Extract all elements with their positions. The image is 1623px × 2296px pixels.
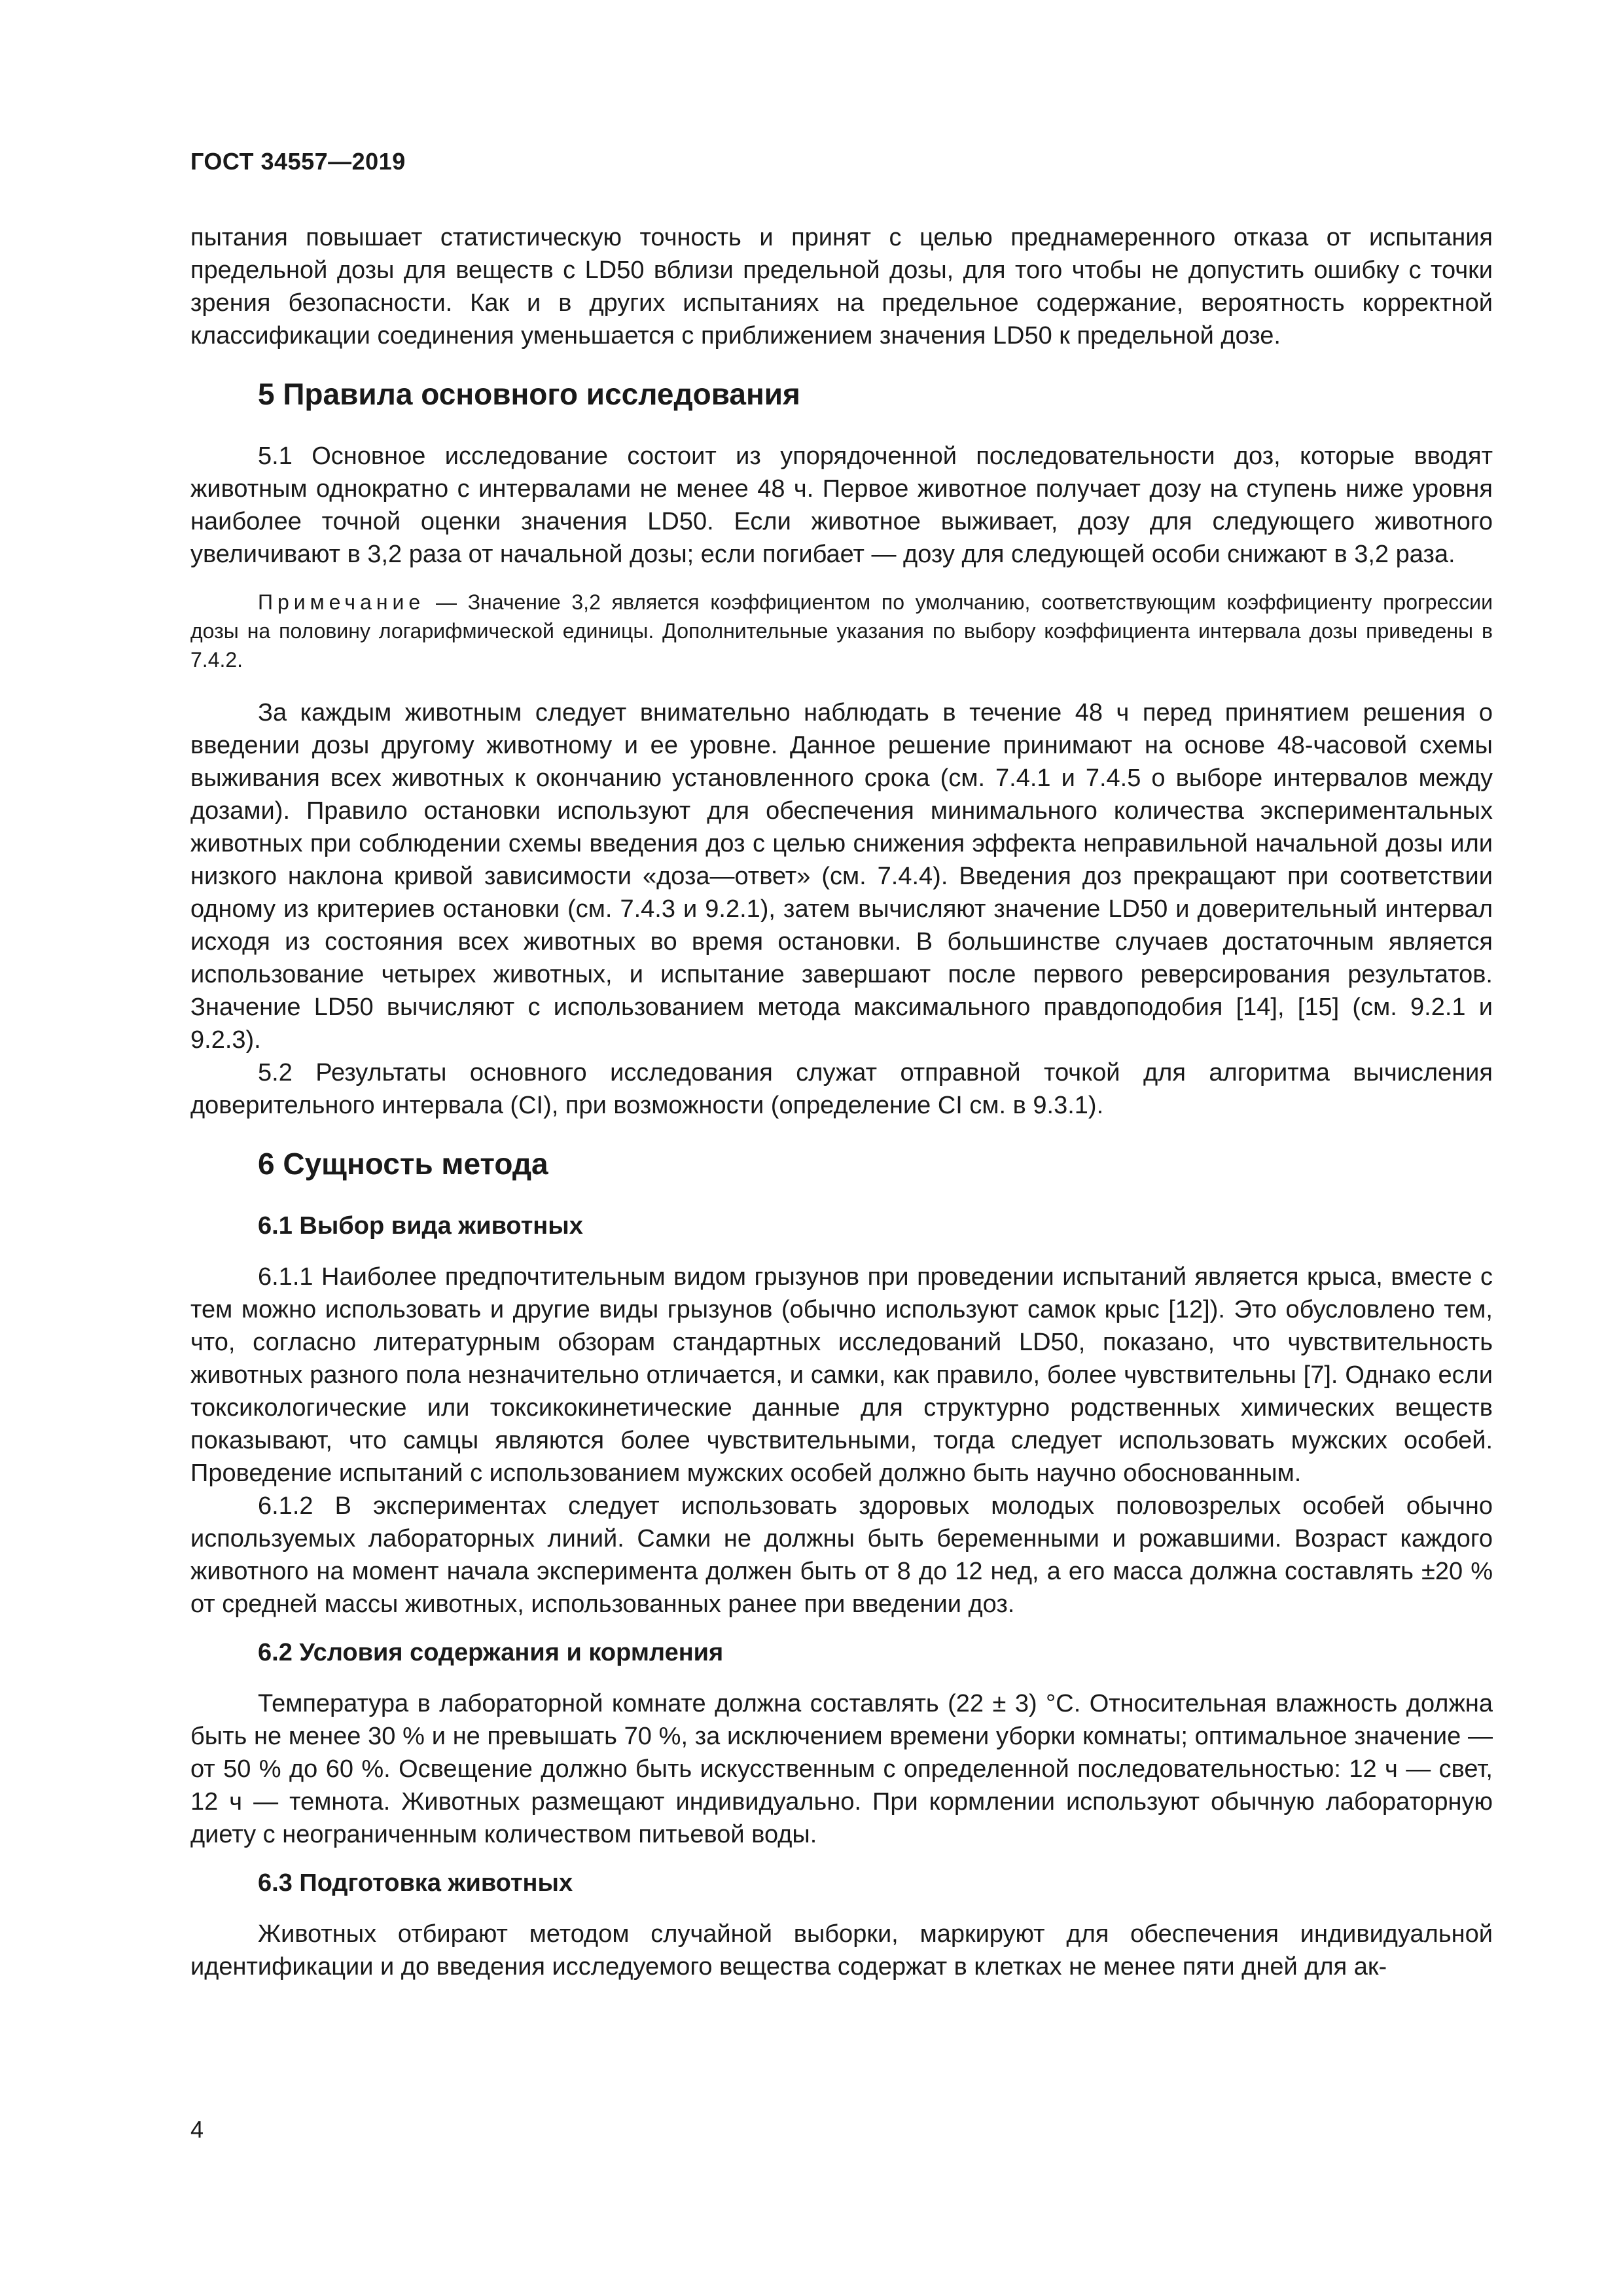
section-6-2-paragraph: Температура в лабораторной комнате должна составлять (22 ± 3) °С. Относительная влажность должна быть не менее 30 % и не превышать 70 %, за исключением времени уборки комнаты; оптимальное значение — от 50 % до 60 %. Освещение должно быть искусственным с определенной последовательностью: 12 ч — свет, 12 ч — темнота. Животных размещают индивидуально. При кормлении используют обычную лабораторную диету с неограниченным количеством питьевой воды. (190, 1690, 1493, 1848)
standard-header: ГОСТ 34557—2019 (190, 148, 406, 175)
intro-paragraph: пытания повышает статистическую точность и принят с целью преднамеренного отказа от испытания предельной дозы для веществ с LD50 вблизи предельной дозы, для того чтобы не допустить ошибку с точки зрения безопасности. Как и в других испытаниях на предельное содержание, вероятность корректной классификации соединения уменьшается с приближением значения LD50 к предельной дозе. (190, 224, 1493, 350)
page-content (190, 221, 1493, 1983)
page-number: 4 (190, 2116, 204, 2143)
note-label: Примечание (258, 590, 425, 614)
section-6-3-paragraph: Животных отбирают методом случайной выборки, маркируют для обеспечения индивидуальной идентификации и до введения исследуемого вещества содержат в клетках не менее пяти дней для ак- (190, 1920, 1493, 1981)
section-6-2-title: 6.2 Условия содержания и кормления (258, 1639, 724, 1666)
section-6-1-1-paragraph: 6.1.1 Наиболее предпочтительным видом грызунов при проведении испытаний является крыса, вместе с тем можно использовать и другие виды грызунов (обычно используют самок крыс [12]). Это обусловлено тем, что, согласно литературным обзорам стандартных исследований LD50, показано, что чувствительность животных разного пола незначительно отличается, и самки, как правило, более чувствительны [7]. Однако если токсикологические или токсикокинетические данные для структурно родственных химических веществ показывают, что самцы являются более чувствительными, тогда следует использовать мужских особей. Проведение испытаний с использованием мужских особей должно быть научно обоснованным. (190, 1263, 1493, 1487)
section-6-3-title: 6.3 Подготовка животных (258, 1869, 573, 1897)
section-6-title: 6 Сущность метода (258, 1147, 548, 1181)
note (190, 588, 1493, 674)
section-6-1-2-paragraph: 6.1.2 В экспериментах следует использовать здоровых молодых половозрелых особей обычно используемых лабораторных линий. Самки не должны быть беременными и рожавшими. Возраст каждого животного на момент начала эксперимента должен быть от 8 до 12 нед, а его масса должна составлять ±20 % от средней массы животных, использованных ранее при введении доз. (190, 1492, 1493, 1618)
section-5-observation-paragraph: За каждым животным следует внимательно наблюдать в течение 48 ч перед принятием решения о введении дозы другому животному и ее уровне. Данное решение принимают на основе 48-часовой схемы выживания всех животных к окончанию установленного срока (см. 7.4.1 и 7.4.5 о выборе интервалов между дозами). Правило остановки используют для обеспечения минимального количества экспериментальных животных при соблюдении схемы введения доз с целью снижения эффекта неправильной начальной дозы или низкого наклона кривой зависимости «доза—ответ» (см. 7.4.4). Введения доз прекращают при соответствии одному из критериев остановки (см. 7.4.3 и 9.2.1), затем вычисляют значение LD50 и доверительный интервал исходя из состояния всех животных во время остановки. В большинстве случаев достаточным является использование четырех животных, и испытание завершают после первого реверсирования результатов. Значение LD50 вычисляют с использованием метода максимального правдоподобия [14], [15] (см. 9.2.1 и 9.2.3). (190, 699, 1493, 1054)
section-5-title: 5 Правила основного исследования (258, 377, 800, 411)
note-text: — Значение 3,2 является коэффициентом по умолчанию, соответствующим коэффициенту прогрессии дозы на половину логарифмической единицы. Дополнительные указания по выбору коэффициента интервала дозы приведены в 7.4.2. (190, 590, 1493, 672)
section-5-2-paragraph: 5.2 Результаты основного исследования служат отправной точкой для алгоритма вычисления доверительного интервала (CI), при возможности (определение CI см. в 9.3.1). (190, 1059, 1493, 1119)
section-6-1-title: 6.1 Выбор вида животных (258, 1212, 583, 1240)
section-5-1-paragraph: 5.1 Основное исследование состоит из упорядоченной последовательности доз, которые вводят животным однократно с интервалами не менее 48 ч. Первое животное получает дозу на ступень ниже уровня наиболее точной оценки значения LD50. Если животное выживает, дозу для следующего животного увеличивают в 3,2 раза от начальной дозы; если погибает — дозу для следующей особи снижают в 3,2 раза. (190, 442, 1493, 568)
